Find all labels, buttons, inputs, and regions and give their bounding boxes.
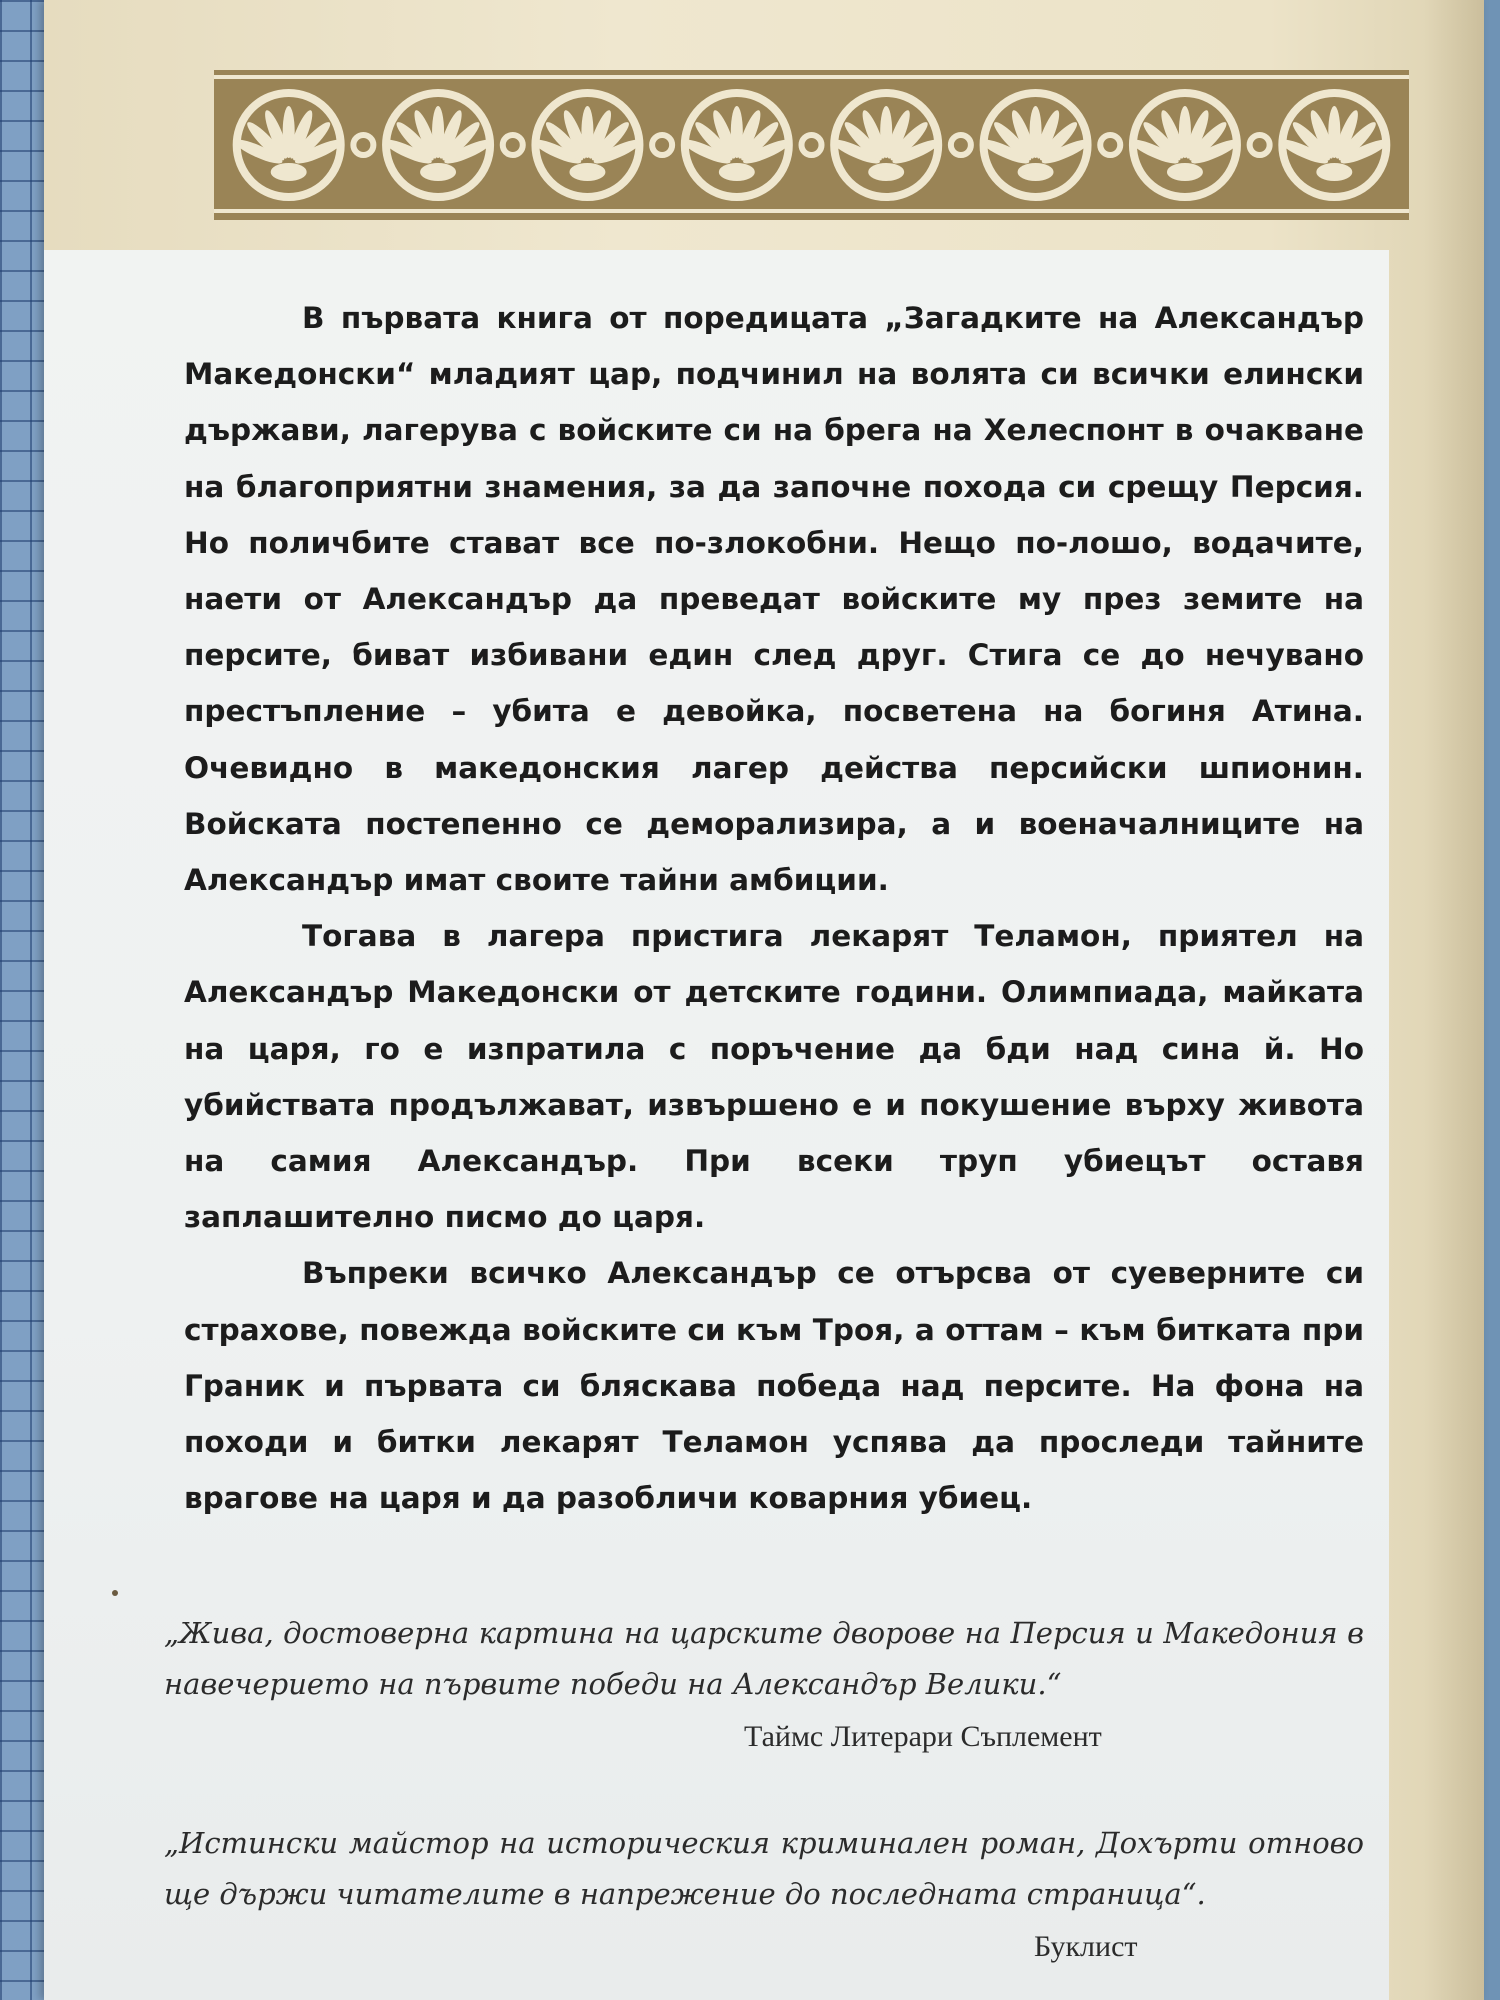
palmette-ornament-band bbox=[214, 70, 1409, 220]
ornament-base bbox=[420, 163, 456, 181]
ornament-base bbox=[1018, 163, 1054, 181]
ornament-base bbox=[868, 163, 904, 181]
ornament-base bbox=[719, 163, 755, 181]
ornament-base bbox=[1316, 163, 1352, 181]
description-paragraph-2: Тогава в лагера пристига лекарят Теламон, приятел на Александър Македонски от детските години. Олимпиада, майката на царя, го е изпратила с поръчение да бди над сина й. Но убийствата продължават, извършено е и покушение върху живота на самия Александър. При всеки труп убиецът оставя заплашително писмо до царя. bbox=[184, 919, 1364, 1235]
book-back-cover bbox=[44, 0, 1484, 2000]
description-text bbox=[184, 290, 1364, 1526]
text-panel bbox=[44, 250, 1389, 2000]
ornament-base bbox=[1167, 163, 1203, 181]
ornament-base bbox=[569, 163, 605, 181]
cover-edge-shading bbox=[1424, 0, 1484, 2000]
ornament-border-line bbox=[214, 209, 1409, 213]
review-quote-2: „Истински майстор на историческия криминален роман, Дохърти отново ще държи читателите в напрежение до последната страница“. bbox=[164, 1826, 1364, 1911]
review-source-1: Таймс Литерари Съплемент bbox=[744, 1720, 1102, 1753]
description-paragraph-1: В първата книга от поредицата „Загадките на Александър Македонски“ младият цар, подчинил на волята си всички елински държави, лагерува с войските си на брега на Хелеспонт в очакване на благоприятни знамения, за да започне похода си срещу Персия. Но поличбите стават все по-злокобни. Нещо по-лошо, водачите, наети от Александър да преведат войските му през земите на персите, биват избивани един след друг. Стига се до нечувано престъпление – убита е девойка, посветена на богиня Атина. Очевидно в македонския лагер действа персийски шпионин. Войската постепенно се деморализира, а и военачалниците на Александър имат своите тайни амбиции. bbox=[184, 301, 1364, 898]
paper-speck bbox=[112, 1590, 118, 1596]
description-paragraph-3: Въпреки всичко Александър се отърсва от суеверните си страхове, повежда войските си към Троя, а оттам – към битката при Граник и първата си бляскава победа над персите. На фона на походи и битки лекарят Теламон успява да проследи тайните врагове на царя и да разобличи коварния убиец. bbox=[184, 1256, 1364, 1516]
ornament-base bbox=[271, 163, 307, 181]
review-quote-1: „Жива, достоверна картина на царските дворове на Персия и Македония в навечерието на първите победи на Александър Велики.“ bbox=[164, 1616, 1364, 1701]
review-source-2: Буклист bbox=[1034, 1930, 1138, 1963]
ornament-border-line bbox=[214, 75, 1409, 79]
